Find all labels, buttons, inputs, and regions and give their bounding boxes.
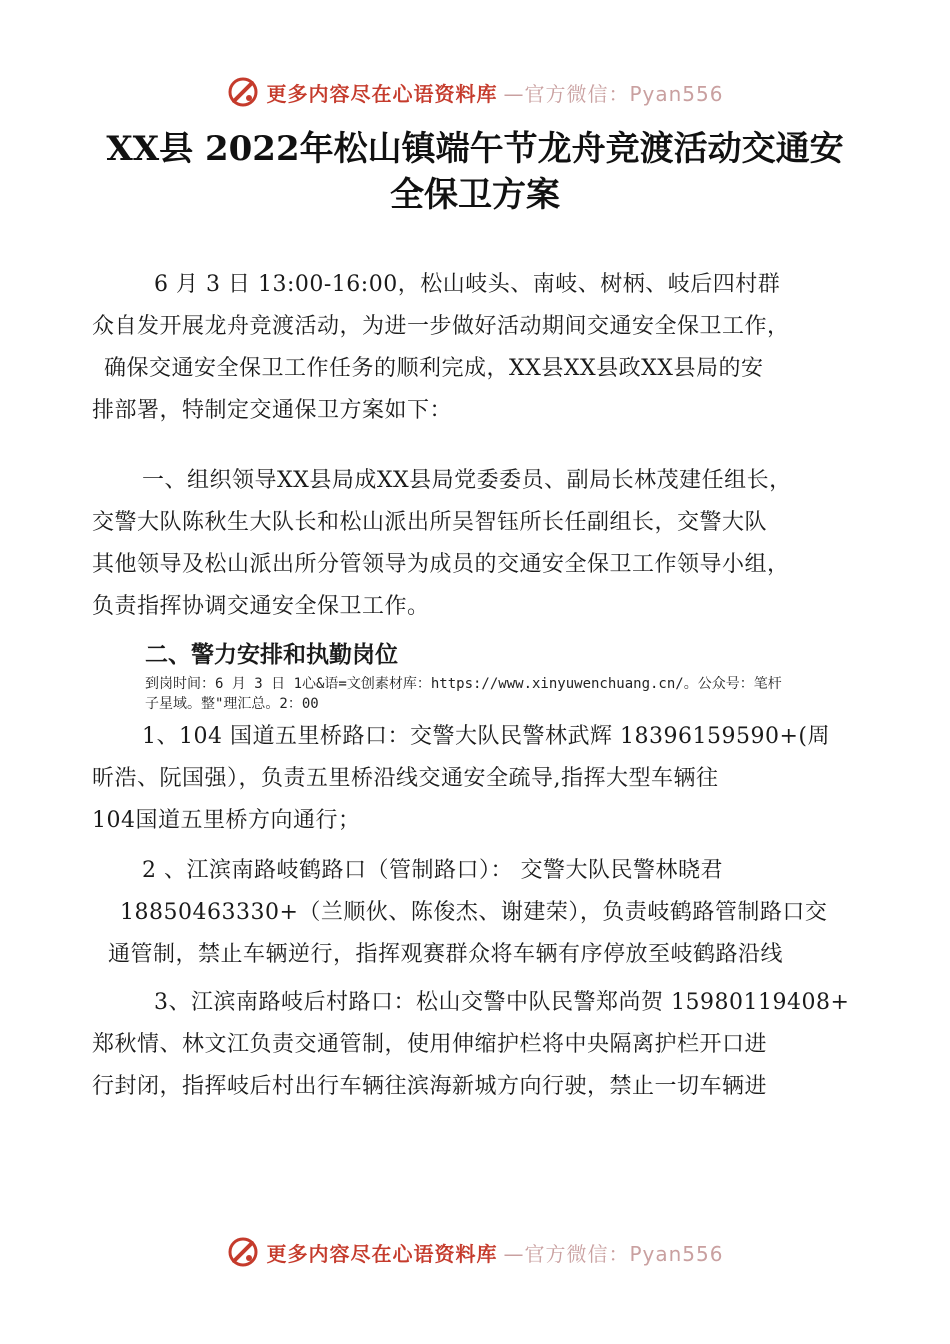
text-line: 负责指挥协调交通安全保卫工作。	[92, 594, 430, 619]
text-line: 交警大队陈秋生大队长和松山派出所吴智钰所长任副组长，交警大队	[92, 510, 768, 535]
brush-logo-icon	[226, 75, 260, 109]
text-line: 行封闭，指挥岐后村出行车辆往滨海新城方向行驶，禁止一切车辆进	[92, 1074, 768, 1099]
text-line: 众自发开展龙舟竞渡活动，为进一步做好活动期间交通安全保卫工作，	[92, 314, 790, 339]
section-1-paragraph	[92, 460, 882, 628]
watermark-main-text: 更多内容尽在心语资料库	[266, 81, 498, 106]
watermark-sub-text: —官方微信：Pyan556	[503, 81, 724, 106]
text-line: 104国道五里桥方向通行；	[92, 808, 361, 833]
document-title	[60, 126, 890, 218]
text-line: 18850463330+（兰顺伙、陈俊杰、谢建荣），负责岐鹤路管制路口交	[120, 900, 828, 925]
text-line: 3、江滨南路岐后村路口：松山交警中队民警郑尚贺 15980119408+	[154, 990, 850, 1015]
text-line: 其他领导及松山派出所分管领导为成员的交通安全保卫工作领导小组，	[92, 552, 790, 577]
title-line-1: XX县 2022年松山镇端午节龙舟竞渡活动交通安	[106, 129, 844, 169]
intro-paragraph	[92, 264, 882, 432]
post-item-1	[92, 716, 882, 842]
text-line: 6 月 3 日 13:00-16:00，松山岐头、南岐、树柄、岐后四村群	[154, 272, 781, 297]
footer-watermark	[0, 1232, 950, 1272]
brush-logo-icon	[226, 1235, 260, 1269]
watermark-main-text: 更多内容尽在心语资料库	[266, 1241, 498, 1266]
watermark-sub-text: —官方微信：Pyan556	[503, 1241, 724, 1266]
text-line: 通管制，禁止车辆逆行，指挥观赛群众将车辆有序停放至岐鹤路沿线	[108, 942, 784, 967]
text-line: 2 、江滨南路岐鹤路口（管制路口）： 交警大队民警林晓君	[142, 858, 723, 883]
text-line: 一、组织领导XX县局成XX县局党委委员、副局长林茂建任组长，	[142, 468, 792, 493]
text-line: 排部署，特制定交通保卫方案如下：	[92, 398, 453, 423]
header-watermark	[0, 72, 950, 112]
note-line: 子星域。整"理汇总。2：00	[145, 696, 319, 712]
text-line: 郑秋情、林文江负责交通管制，使用伸缩护栏将中央隔离护栏开口进	[92, 1032, 768, 1057]
text-line: 确保交通安全保卫工作任务的顺利完成，XX县XX县政XX县局的安	[104, 356, 764, 381]
duty-time-note	[145, 674, 885, 714]
post-item-2	[92, 850, 882, 976]
note-line: 到岗时间：6 月 3 日 1心&语=文创素材库：https://www.xinyuwenchuang.cn/。公众号：笔杆	[145, 676, 782, 692]
section-2-heading: 二、警力安排和执勤岗位	[145, 642, 398, 668]
text-line: 1、104 国道五里桥路口：交警大队民警林武辉 18396159590+(周	[142, 724, 830, 749]
text-line: 昕浩、阮国强），负责五里桥沿线交通安全疏导,指挥大型车辆往	[92, 766, 719, 791]
post-item-3	[92, 982, 882, 1108]
title-line-2: 全保卫方案	[390, 175, 560, 215]
